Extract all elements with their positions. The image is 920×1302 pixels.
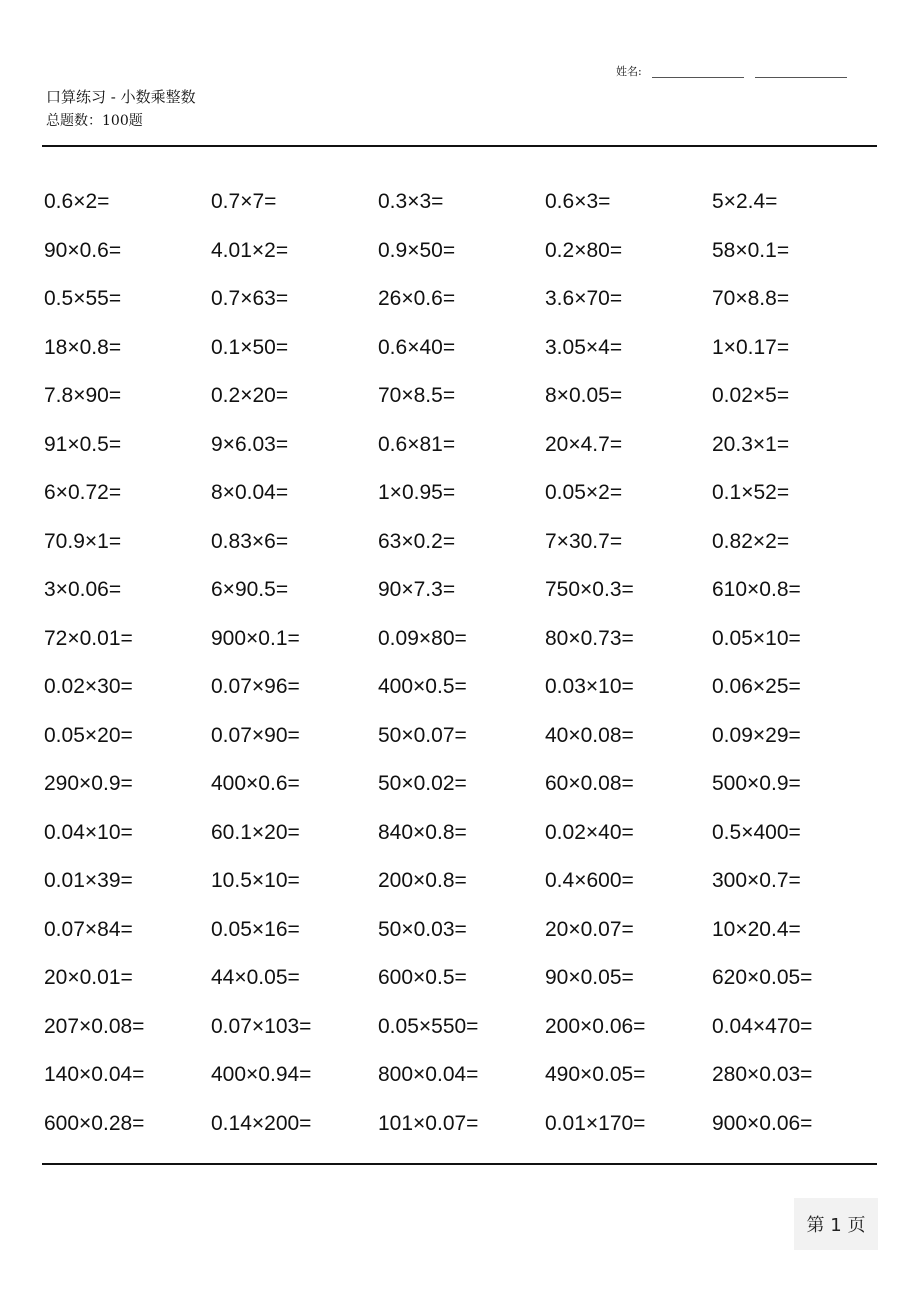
problem-item: 0.6×81= — [378, 432, 456, 456]
problem-item: 200×0.8= — [378, 869, 467, 892]
problem-item: 7×30.7= — [545, 529, 623, 553]
name-blank-line — [652, 77, 744, 78]
problem-item: 10×20.4= — [712, 917, 801, 941]
problem-item: 3×0.06= — [44, 578, 122, 601]
problem-item: 0.6×3= — [545, 190, 611, 213]
problem-item: 44×0.05= — [211, 966, 300, 989]
problem-item: 0.05×550= — [378, 1014, 479, 1038]
problem-item: 101×0.07= — [378, 1111, 479, 1135]
problem-item: 60.1×20= — [211, 820, 300, 844]
problem-item: 40×0.08= — [545, 723, 634, 747]
problem-item: 8×0.04= — [211, 481, 289, 504]
problem-item: 20×0.01= — [44, 966, 133, 989]
problem-item: 0.83×6= — [211, 529, 289, 553]
problem-item: 900×0.06= — [712, 1111, 813, 1135]
problem-item: 0.07×103= — [211, 1014, 312, 1038]
problem-item: 9×6.03= — [211, 432, 289, 456]
problem-item: 60×0.08= — [545, 772, 634, 795]
problem-item: 72×0.01= — [44, 626, 133, 650]
problem-item: 6×0.72= — [44, 481, 122, 504]
problem-item: 0.1×50= — [211, 335, 289, 359]
problem-item: 620×0.05= — [712, 966, 813, 989]
problem-item: 0.05×10= — [712, 626, 801, 650]
problem-item: 0.5×55= — [44, 287, 122, 310]
problem-item: 500×0.9= — [712, 772, 801, 795]
problem-item: 90×0.6= — [44, 238, 122, 262]
problem-item: 3.05×4= — [545, 335, 623, 359]
problem-item: 8×0.05= — [545, 384, 623, 407]
problem-item: 7.8×90= — [44, 384, 122, 407]
problem-item: 0.04×10= — [44, 820, 133, 844]
problem-item: 610×0.8= — [712, 578, 801, 601]
problem-item: 400×0.5= — [378, 675, 467, 698]
problem-item: 70×8.8= — [712, 287, 790, 310]
worksheet-title: 口算练习 - 小数乘整数 — [46, 88, 196, 106]
problem-item: 800×0.04= — [378, 1063, 479, 1086]
problem-item: 0.6×2= — [44, 190, 110, 213]
problem-item: 0.01×170= — [545, 1111, 646, 1135]
problem-item: 0.07×84= — [44, 917, 133, 941]
page-number-box — [794, 1198, 878, 1250]
problem-item: 0.2×80= — [545, 238, 623, 262]
problem-item: 0.7×7= — [211, 190, 277, 213]
problem-item: 0.02×40= — [545, 820, 634, 844]
problem-item: 26×0.6= — [378, 287, 456, 310]
name-label: 姓名: — [616, 65, 642, 78]
problem-item: 0.14×200= — [211, 1111, 312, 1135]
problem-item: 0.07×90= — [211, 723, 300, 747]
problem-item: 400×0.6= — [211, 772, 300, 795]
problem-item: 50×0.07= — [378, 723, 467, 747]
problem-item: 0.5×400= — [712, 820, 801, 844]
problem-item: 0.05×16= — [211, 917, 300, 941]
problem-item: 0.3×3= — [378, 190, 444, 213]
problem-item: 0.04×470= — [712, 1014, 813, 1038]
problem-item: 70.9×1= — [44, 529, 122, 553]
problem-item: 0.09×29= — [712, 723, 801, 747]
problem-item: 90×0.05= — [545, 966, 634, 989]
problem-item: 6×90.5= — [211, 578, 289, 601]
problem-item: 1×0.95= — [378, 481, 456, 504]
problem-item: 0.06×25= — [712, 675, 801, 698]
page-number: 第 1 页 — [806, 1215, 866, 1236]
problem-item: 10.5×10= — [211, 869, 300, 892]
problem-item: 600×0.5= — [378, 966, 467, 989]
problem-item: 400×0.94= — [211, 1063, 312, 1086]
problem-item: 70×8.5= — [378, 384, 456, 407]
problem-item: 0.7×63= — [211, 287, 289, 310]
problem-item: 0.1×52= — [712, 481, 790, 504]
problem-item: 0.02×5= — [712, 384, 790, 407]
problem-item: 18×0.8= — [44, 335, 122, 359]
problem-item: 1×0.17= — [712, 335, 790, 359]
problem-item: 0.82×2= — [712, 529, 790, 553]
problem-grid — [44, 180, 879, 1150]
problem-item: 5×2.4= — [712, 190, 778, 213]
problem-item: 91×0.5= — [44, 432, 122, 456]
problem-item: 0.6×40= — [378, 335, 456, 359]
problem-item: 200×0.06= — [545, 1014, 646, 1038]
bottom-divider — [42, 1163, 877, 1165]
problem-item: 0.03×10= — [545, 675, 634, 698]
problem-item: 0.07×96= — [211, 675, 300, 698]
problem-item: 750×0.3= — [545, 578, 634, 601]
problem-item: 0.2×20= — [211, 384, 289, 407]
top-divider — [42, 145, 877, 147]
problem-item: 207×0.08= — [44, 1014, 145, 1038]
problem-item: 0.4×600= — [545, 869, 634, 892]
name-blank-line — [755, 77, 847, 78]
problem-item: 58×0.1= — [712, 238, 790, 262]
problem-item: 50×0.02= — [378, 772, 467, 795]
problem-item: 20×0.07= — [545, 917, 634, 941]
problem-item: 840×0.8= — [378, 820, 467, 844]
problem-item: 280×0.03= — [712, 1063, 813, 1086]
problem-item: 80×0.73= — [545, 626, 634, 650]
problem-item: 63×0.2= — [378, 529, 456, 553]
problem-item: 490×0.05= — [545, 1063, 646, 1086]
problem-item: 20.3×1= — [712, 432, 790, 456]
problem-item: 0.09×80= — [378, 626, 467, 650]
problem-item: 3.6×70= — [545, 287, 623, 310]
problem-item: 20×4.7= — [545, 432, 623, 456]
problem-item: 50×0.03= — [378, 917, 467, 941]
problem-item: 0.05×2= — [545, 481, 623, 504]
problem-item: 0.9×50= — [378, 238, 456, 262]
problem-item: 4.01×2= — [211, 238, 289, 262]
problem-item: 0.01×39= — [44, 869, 133, 892]
problem-item: 300×0.7= — [712, 869, 801, 892]
problem-item: 900×0.1= — [211, 626, 300, 650]
problem-item: 140×0.04= — [44, 1063, 145, 1086]
problem-item: 600×0.28= — [44, 1111, 145, 1135]
problem-item: 0.05×20= — [44, 723, 133, 747]
total-count: 总题数：100题 — [46, 113, 143, 129]
name-field — [616, 63, 856, 81]
problem-item: 0.02×30= — [44, 675, 133, 698]
problem-item: 290×0.9= — [44, 772, 133, 795]
problem-item: 90×7.3= — [378, 578, 456, 601]
